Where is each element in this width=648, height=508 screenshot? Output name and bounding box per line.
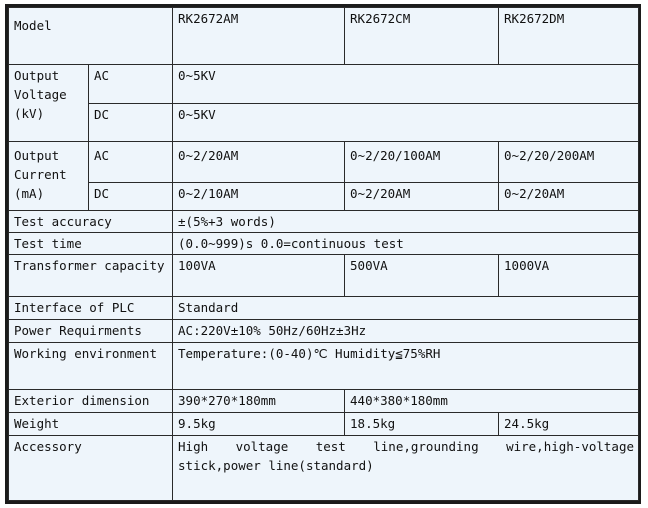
table-row-power-requirements [9,320,639,343]
table-row-test-accuracy [9,210,639,232]
working-environment-label: Working environment [9,343,173,390]
table-row-weight [9,413,639,436]
weight-cm: 18.5kg [345,413,499,436]
table-row-output-voltage-dc [9,104,639,142]
output-voltage-dc-value: 0~5KV [173,104,639,142]
table-row-accessory [9,436,639,501]
output-current-ac-value-am: 0~2/20AM [173,141,345,183]
test-time-label: Test time [9,232,173,255]
transformer-capacity-am: 100VA [173,255,345,297]
exterior-dimension-am: 390*270*180mm [173,390,345,413]
table-row-output-current-ac [9,141,639,183]
power-requirements-label: Power Requirments [9,320,173,343]
weight-label: Weight [9,413,173,436]
output-current-dc-value-dm: 0~2/20AM [499,183,639,210]
output-current-dc-value-cm: 0~2/20AM [345,183,499,210]
table-row-transformer-capacity [9,255,639,297]
transformer-capacity-dm: 1000VA [499,255,639,297]
accessory-label: Accessory [9,436,173,501]
exterior-dimension-cm-dm: 440*380*180mm [345,390,639,413]
test-accuracy-label: Test accuracy [9,210,173,232]
output-current-ac-value-dm: 0~2/20/200AM [499,141,639,183]
model-name-cm: RK2672CM [345,8,499,65]
plc-interface-label: Interface of PLC [9,297,173,320]
test-accuracy-value: ±(5%+3 words) [173,210,639,232]
output-voltage-label: Output Voltage (kV) [9,65,89,141]
weight-dm: 24.5kg [499,413,639,436]
transformer-capacity-label: Transformer capacity [9,255,173,297]
model-name-dm: RK2672DM [499,8,639,65]
table-row-exterior-dimension [9,390,639,413]
table-row-model [9,8,639,65]
spec-table [8,7,639,501]
output-voltage-dc-label: DC [89,104,173,142]
plc-interface-value: Standard [173,297,639,320]
table-row-plc-interface [9,297,639,320]
table-row-output-voltage-ac [9,65,639,104]
output-current-ac-value-cm: 0~2/20/100AM [345,141,499,183]
test-time-value: (0.0~999)s 0.0=continuous test [173,232,639,255]
exterior-dimension-label: Exterior dimension [9,390,173,413]
output-current-dc-value-am: 0~2/10AM [173,183,345,210]
output-voltage-ac-value: 0~5KV [173,65,639,104]
output-current-label: Output Current (mA) [9,141,89,210]
power-requirements-value: AC:220V±10% 50Hz/60Hz±3Hz [173,320,639,343]
output-current-dc-label: DC [89,183,173,210]
table-row-output-current-dc [9,183,639,210]
weight-am: 9.5kg [173,413,345,436]
model-label: Model [9,8,173,65]
working-environment-value: Temperature:(0-40)℃ Humidity≦75%RH [173,343,639,390]
transformer-capacity-cm: 500VA [345,255,499,297]
table-row-working-environment [9,343,639,390]
accessory-value: High voltage test line,grounding wire,high-voltage stick,power line(standard) [173,436,639,501]
spec-table-frame [5,4,641,504]
table-row-test-time [9,232,639,255]
output-voltage-ac-label: AC [89,65,173,104]
model-name-am: RK2672AM [173,8,345,65]
output-current-ac-label: AC [89,141,173,183]
